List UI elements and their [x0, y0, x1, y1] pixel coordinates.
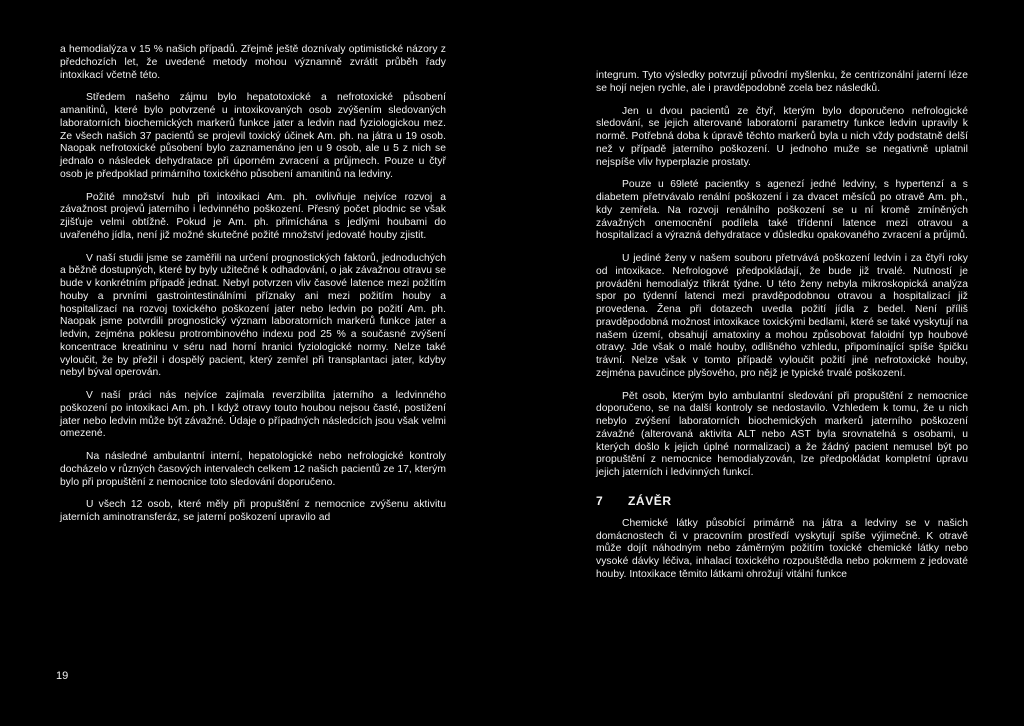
paragraph: Chemické látky působící primárně na játra a ledviny se v našich domácnostech či v pracovním prostředí vyskytují spíše výjimečně. K otravě může dojít náhodným nebo záměrným požitím toxické chemické látky nebo vysoké dávky léčiva, inhalací toxického rozpouštědla nebo pokrmem z jedovaté houby. Intoxikace těmito látkami ohrožují vitální funkce: [596, 517, 968, 580]
paragraph: V naší práci nás nejvíce zajímala reverzibilita jaterního a ledvinného poškození po intoxikaci Am. ph. I když otravy touto houbou nejsou časté, postižení jater nebo ledvin může být závažné. Údaje o případných následcích jsou však velmi omezené.: [60, 390, 446, 440]
paragraph: Pouze u 69leté pacientky s agenezí jedné ledviny, s hypertenzí a s diabetem přetrvávalo renální poškození i za dvacet měsíců po otravě Am. ph., kdy zemřela. Na rozvoji renálního poškození se u ní kromě zmíněných závažných onemocnění podílela také třídenní latence mezi otravou a hospitalizací a výrazná dehydratace v důsledku opakovaného zvracení a průjmů.: [596, 179, 968, 242]
section-title: ZÁVĚR: [628, 493, 672, 508]
paragraph: a hemodialýza v 15 % našich případů. Zřejmě ještě doznívaly optimistické názory z předchozích let, že uvedené metody mohou významně zvrátit průběh řady intoxikací včetně této.: [60, 44, 446, 81]
paragraph: integrum. Tyto výsledky potvrzují původní myšlenku, že centrizonální jaterní léze se hojí nejen rychle, ale i pravděpodobně zcela bez následků.: [596, 70, 968, 94]
paragraph: V naší studii jsme se zaměřili na určení prognostických faktorů, jednoduchých a běžně dostupných, které by byly užitečné k odhadování, o jak závažnou otravu se bude v konkrétním případě jednat. Nebyl potvrzen vliv časové latence mezi požitím houby a prvními gastrointestinálními příznaky ani mezi požitím houby a hospitalizací na rozvoj toxického poškození jater nebo ledvin po požití Am. ph. Naopak jsme potvrdili prognostický význam laboratorních markerů funkce jater a ledvin, zejména poklesu protrombinového indexu pod 25 % a současné zvýšení koncentrace kreatininu v séru nad horní hranici fyziologické normy. Nelze také vyloučit, že by přežil i dospělý pacient, který zemřel při transplantaci jater, kdyby nebyl býval operován.: [60, 252, 446, 379]
paragraph: Požité množství hub při intoxikaci Am. ph. ovlivňuje nejvíce rozvoj a závažnost projevů jaterního i ledvinného poškození. Přesný počet plodnic se však zjišťuje velmi obtížně. Pokud je Am. ph. přimíchána s jedlými houbami do uvařeného jídla, není již možné skutečné požité množství jedovaté houby zjistit.: [60, 191, 446, 241]
paragraph: U jediné ženy v našem souboru přetrvává poškození ledvin i za čtyři roky od intoxikace. Nefrologové předpokládají, že bude již trvalé. Nutností je prováděni hemodialýz třikrát týdne. U této ženy nebyla mikroskopická analýza spor po týdenní latenci mezi pravděpodobnou otravou a hospitalizací již provedena. Žena při dotazech uvedla požití jídla z bedel. Není příliš pravděpodobná možnost intoxikace toxickými bedlami, které se také vyskytují na našem území, obsahují amatoxiny a mohou způsobovat faloidní typ houbové otravy. Jde však o malé houby, odlišného vzhledu, připomínající spíše špičku trávní. Nelze však v tomto případě vyloučit požití jiné nefrotoxické houby, zejména pavučince plyšového, pro nějž je typické trvalé poškození.: [596, 253, 968, 379]
paragraph: Pět osob, kterým bylo ambulantní sledování při propuštění z nemocnice doporučeno, se na další kontroly se nedostavilo. Vzhledem k tomu, že u nich nebylo zvýšení laboratorních biochemických markerů jaterního poškození závažné (alterovaná aktivita ALT nebo AST byla srovnatelná s osobami, u kterých došlo k jejich úplné normalizaci) a že žádný pacient nemusel být po propuštění z nemocnice hemodialyzován, lze předpokládat kompletní úpravu jejich jaterních i ledvinných funkcí.: [596, 390, 968, 478]
paragraph: U všech 12 osob, které měly při propuštění z nemocnice zvýšenu aktivitu jaterních aminotransferáz, se jaterní poškození upravilo ad: [60, 499, 446, 523]
left-column: [60, 44, 446, 535]
section-number: 7: [596, 493, 604, 508]
page-number: 19: [56, 670, 69, 682]
paragraph: Na následné ambulantní interní, hepatologické nebo nefrologické kontroly docházelo v různých časových intervalech celkem 12 našich pacientů ze 17, kterým bylo při propuštění z nemocnice toto sledování doporučeno.: [60, 451, 446, 488]
right-column: [596, 70, 968, 592]
paragraph: Jen u dvou pacientů ze čtyř, kterým bylo doporučeno nefrologické sledování, se jejich alterované laboratorní parametry funkce ledvin upravily k normě. Potřebná doba k úpravě těchto markerů byla u nich vždy podstatně delší než v případě jaterního poškození. U jednoho muže se negativně uplatnil nejspíše vliv hyperplazie prostaty.: [596, 105, 968, 168]
section-heading: [596, 494, 968, 508]
paragraph: Středem našeho zájmu bylo hepatotoxické a nefrotoxické působení amanitinů, které bylo potvrzené u intoxikovaných osob zvýšením sledovaných laboratorních biochemických markerů funkce jater a ledvin nad fyziologickou mez. Ze všech našich 37 pacientů se projevil toxický účinek Am. ph. na játra u 19 osob. Naopak nefrotoxické působení bylo zaznamenáno jen u 9 osob, ale u 5 z nich se jednalo o následek dehydratace při úporném zvracení a průjmech. Pouze u čtyř osob je předpoklad primárního toxického působení amanitinů na ledviny.: [60, 92, 446, 180]
